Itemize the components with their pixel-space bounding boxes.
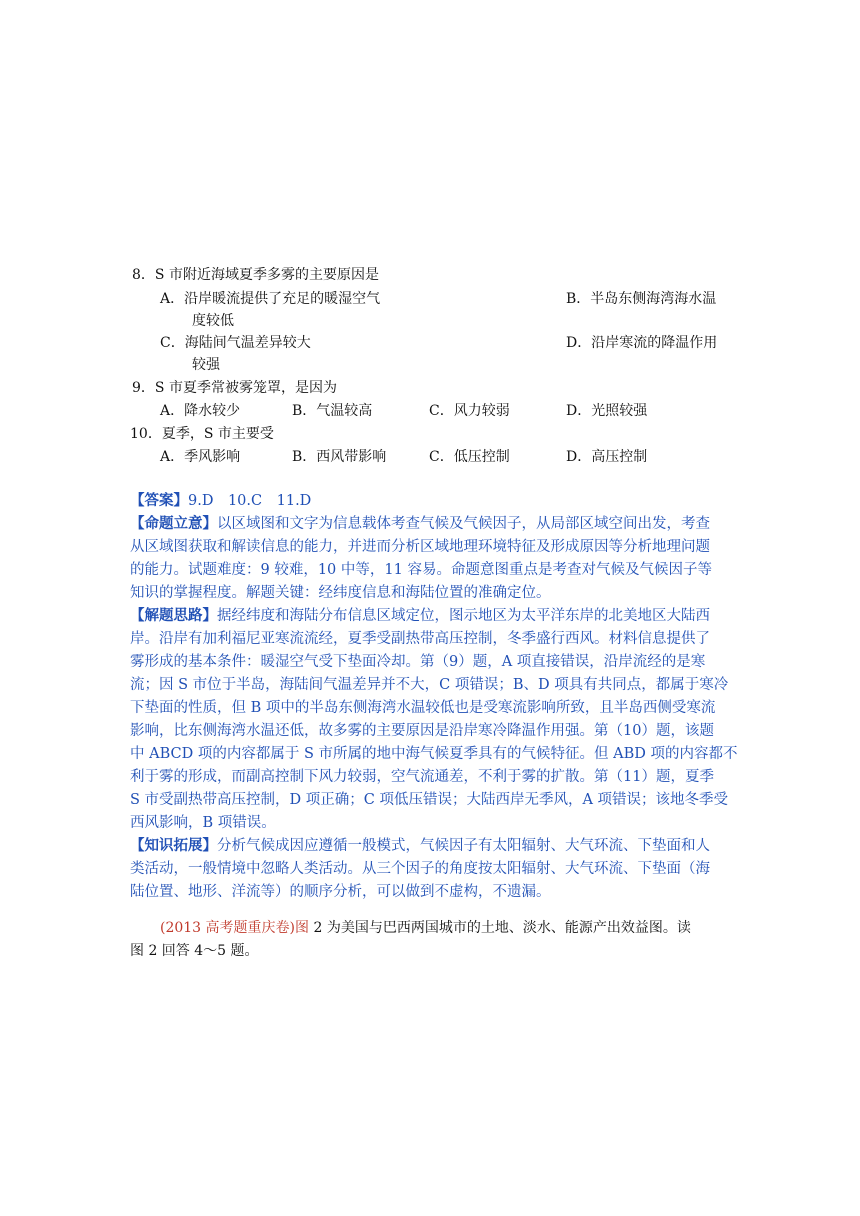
question-10-option-c: C．低压控制 <box>429 449 510 465</box>
approach-line-9: S 市受副热带高压控制，D 项正确；C 项低压错误；大陆西岸无季风，A 项错误；该地冬季受 <box>130 792 729 808</box>
approach-line-6: 影响，比东侧海湾水温还低，故多雾的主要原因是沿岸寒冷降温作用强。第（10）题，该题 <box>130 723 714 739</box>
question-8-option-a-cont: 度较低 <box>192 313 234 329</box>
question-9-stem: 9．S 市夏季常被雾笼罩，是因为 <box>132 380 337 396</box>
intent-tag: 【命题立意】 <box>130 515 217 532</box>
question-8-option-c-cont: 较强 <box>192 357 220 373</box>
intent-text-1: 以区域图和文字为信息载体考查气候及气候因子，从局部区域空间出发，考查 <box>217 516 710 532</box>
source-citation: (2013 高考题重庆卷) <box>160 920 296 936</box>
intent-line-2: 从区域图获取和解读信息的能力，并进而分析区域地理环境特征及形成原因等分析地理问题 <box>130 539 710 555</box>
approach-line-5: 下垫面的性质，但 B 项中的半岛东侧海湾水温较低也是受寒流影响所致，且半岛西侧受寒流 <box>130 700 716 716</box>
extension-text-1: 分析气候成因应遵循一般模式，气候因子有太阳辐射、大气环流、下垫面和人 <box>217 838 710 854</box>
extension-line-2: 类活动，一般情境中忽略人类活动。从三个因子的角度按太阳辐射、大气环流、下垫面（海 <box>130 861 710 877</box>
approach-text-1: 据经纬度和海陆分布信息区域定位，图示地区为太平洋东岸的北美地区大陆西 <box>217 608 710 624</box>
next-question-text-1: 2 为美国与巴西两国城市的土地、淡水、能源产出效益图。读 <box>309 920 691 936</box>
next-question-line-2: 图 2 回答 4～5 题。 <box>130 943 259 959</box>
approach-line-2: 岸。沿岸有加利福尼亚寒流流经，夏季受副热带高压控制，冬季盛行西风。材料信息提供了 <box>130 631 710 647</box>
next-question-line-1 <box>160 917 691 939</box>
question-8-option-d: D．沿岸寒流的降温作用 <box>566 335 718 351</box>
answer-tag: 【答案】 <box>130 492 188 509</box>
question-10-stem: 10．夏季，S 市主要受 <box>130 426 274 442</box>
figure-ref: 图 <box>295 920 310 936</box>
approach-line-3: 雾形成的基本条件：暖湿空气受下垫面冷却。第（9）题，A 项直接错误，沿岸流经的是寒 <box>130 654 706 670</box>
question-9-option-b: B．气温较高 <box>292 403 373 419</box>
question-10-option-a: A．季风影响 <box>160 449 241 465</box>
extension-line-1 <box>130 835 710 857</box>
approach-line-10: 西风影响，B 项错误。 <box>130 815 276 831</box>
question-8-option-b: B．半岛东侧海湾海水温 <box>566 291 717 307</box>
question-8-option-c: C．海陆间气温差异较大 <box>160 335 311 351</box>
approach-line-7: 中 ABCD 项的内容都属于 S 市所属的地中海气候夏季具有的气候特征。但 ABD 项的内容都不 <box>130 746 738 762</box>
question-10-option-b: B．西风带影响 <box>292 449 387 465</box>
approach-line-1 <box>130 605 710 627</box>
question-9-option-c: C．风力较弱 <box>429 403 510 419</box>
extension-tag: 【知识拓展】 <box>130 837 217 854</box>
intent-line-3: 的能力。试题难度：9 较难，10 中等，11 容易。命题意图重点是考查对气候及气候因子等 <box>130 562 712 578</box>
question-9-option-a: A．降水较少 <box>160 403 241 419</box>
question-8-option-a: A．沿岸暖流提供了充足的暖湿空气 <box>160 291 381 307</box>
question-8-stem: 8．S 市附近海域夏季多雾的主要原因是 <box>132 267 379 283</box>
answer-line <box>130 490 311 512</box>
question-9-option-d: D．光照较强 <box>566 403 648 419</box>
approach-line-4: 流；因 S 市位于半岛，海陆间气温差异并不大，C 项错误；B、D 项具有共同点，都属于寒冷 <box>130 677 729 693</box>
intent-line-4: 知识的掌握程度。解题关键：经纬度信息和海陆位置的准确定位。 <box>130 585 551 601</box>
approach-line-8: 利于雾的形成，而副高控制下风力较弱，空气流通差，不利于雾的扩散。第（11）题，夏季 <box>130 769 714 785</box>
extension-line-3: 陆位置、地形、洋流等）的顺序分析，可以做到不虚构，不遗漏。 <box>130 884 551 900</box>
approach-tag: 【解题思路】 <box>130 607 217 624</box>
intent-line-1 <box>130 513 710 535</box>
answer-text: 9.D 10.C 11.D <box>188 493 312 509</box>
question-10-option-d: D．高压控制 <box>566 449 648 465</box>
